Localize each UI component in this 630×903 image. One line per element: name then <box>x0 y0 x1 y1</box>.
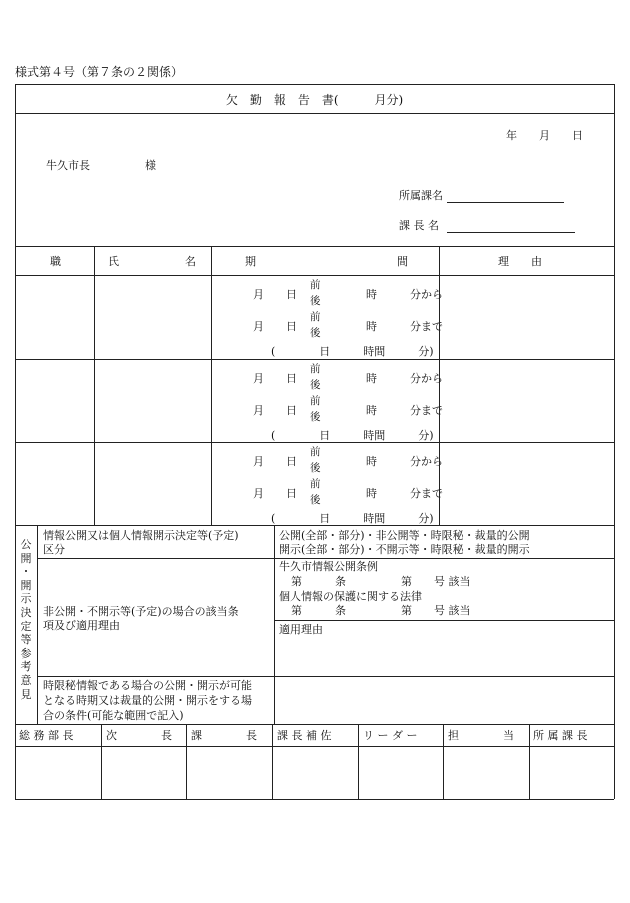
q3-line1: 時限秘情報である場合の公開・開示が可能 <box>43 679 252 692</box>
approval-leader: リ ー ダ ー <box>363 729 418 742</box>
to-month-day: 月 日 <box>253 487 297 500</box>
approval-header-line <box>15 746 614 747</box>
approval-department-chief: 所 属 課 長 <box>533 729 588 742</box>
to-month-day: 月 日 <box>253 320 297 333</box>
header-period-right: 間 <box>397 255 408 268</box>
ampm-pm: 後 <box>310 411 321 423</box>
manager-label: 課 長 名 <box>399 219 439 232</box>
from-month-day: 月 日 <box>253 288 297 301</box>
ampm-am: 前 <box>310 478 321 490</box>
header-period-left: 期 <box>245 255 256 268</box>
approval-divider <box>443 724 444 799</box>
a1-line2: 開示(全部・部分)・不開示等・時限秘・裁量的開示 <box>279 543 530 556</box>
from-time: 時 分から <box>366 372 443 385</box>
ampm-am: 前 <box>310 311 321 323</box>
duration: ( 日 時間 分) <box>271 429 434 442</box>
department-label: 所属課名 <box>399 189 443 202</box>
to-time: 時 分まで <box>366 404 443 417</box>
disclosure-divider-1 <box>37 558 614 559</box>
to-month-day: 月 日 <box>253 404 297 417</box>
row-divider <box>15 525 614 526</box>
a1-line1: 公開(全部・部分)・非公開等・時限秘・裁量的公開 <box>279 529 530 542</box>
form-border-top <box>15 84 614 85</box>
header-reason: 理 由 <box>498 255 542 268</box>
row-divider <box>15 359 614 360</box>
row-divider <box>15 442 614 443</box>
q1-line1: 情報公開又は個人情報開示決定等(予定) <box>43 529 239 542</box>
disclosure-answer-divider <box>274 525 275 724</box>
a2-ordinance: 牛久市情報公開条例 <box>279 560 378 573</box>
ampm-pm: 後 <box>310 379 321 391</box>
a2-law: 個人情報の保護に関する法律 <box>279 590 422 603</box>
approval-top-line <box>15 724 614 725</box>
q1-line2: 区分 <box>43 543 65 556</box>
ampm-am: 前 <box>310 395 321 407</box>
addressee: 牛久市長 様 <box>46 159 156 172</box>
header-bottom-line <box>15 275 614 276</box>
approval-assistant-chief: 課 長 補 佐 <box>277 729 332 742</box>
department-field[interactable] <box>447 202 564 203</box>
approval-section-chief: 課 長 <box>191 729 257 742</box>
q3-line3: 合の条件(可能な範囲で記入) <box>43 709 184 722</box>
ampm-pm: 後 <box>310 494 321 506</box>
approval-divider <box>529 724 530 799</box>
col-divider-name <box>211 246 212 525</box>
q3-line2: となる時期又は裁量的公開・開示をする場 <box>43 694 252 707</box>
col-divider-period <box>439 246 440 525</box>
from-month-day: 月 日 <box>253 455 297 468</box>
disclosure-side-divider <box>37 525 38 724</box>
date-line: 年 月 日 <box>506 129 583 142</box>
q2-line1: 非公開・不開示等(予定)の場合の該当条 <box>43 605 239 618</box>
duration: ( 日 時間 分) <box>271 512 434 525</box>
ampm-pm: 後 <box>310 295 321 307</box>
a2-reason-label: 適用理由 <box>279 623 323 636</box>
ampm-am: 前 <box>310 446 321 458</box>
disclosure-divider-inner <box>274 620 614 621</box>
form-border-bottom <box>15 799 614 800</box>
manager-field[interactable] <box>447 232 575 233</box>
q2-line2: 項及び適用理由 <box>43 619 120 632</box>
approval-general-affairs-director: 総 務 部 長 <box>19 729 74 742</box>
to-time: 時 分まで <box>366 320 443 333</box>
duration: ( 日 時間 分) <box>271 345 434 358</box>
form-title: 欠 勤 報 告 書( 月分) <box>225 93 404 107</box>
header-top-line <box>15 246 614 247</box>
form-number: 様式第４号（第７条の２関係） <box>15 65 184 79</box>
col-divider-position <box>94 246 95 525</box>
a2-article1: 第 条 第 号 該当 <box>291 575 471 588</box>
from-month-day: 月 日 <box>253 372 297 385</box>
approval-divider <box>358 724 359 799</box>
ampm-pm: 後 <box>310 462 321 474</box>
disclosure-divider-2 <box>37 676 614 677</box>
ampm-am: 前 <box>310 363 321 375</box>
disclosure-side-label: 公 開 ・ 開 示 決 定 等 参 考 意 見 <box>20 538 32 701</box>
approval-divider <box>101 724 102 799</box>
approval-deputy-director: 次 長 <box>106 729 172 742</box>
header-position: 職 <box>50 255 61 268</box>
a2-article2: 第 条 第 号 該当 <box>291 604 471 617</box>
approval-divider <box>186 724 187 799</box>
approval-staff: 担 当 <box>448 729 514 742</box>
from-time: 時 分から <box>366 288 443 301</box>
ampm-pm: 後 <box>310 327 321 339</box>
form-border-right <box>614 84 615 799</box>
to-time: 時 分まで <box>366 487 443 500</box>
title-divider <box>15 113 614 114</box>
approval-divider <box>272 724 273 799</box>
header-name: 氏 名 <box>108 255 196 268</box>
ampm-am: 前 <box>310 279 321 291</box>
from-time: 時 分から <box>366 455 443 468</box>
